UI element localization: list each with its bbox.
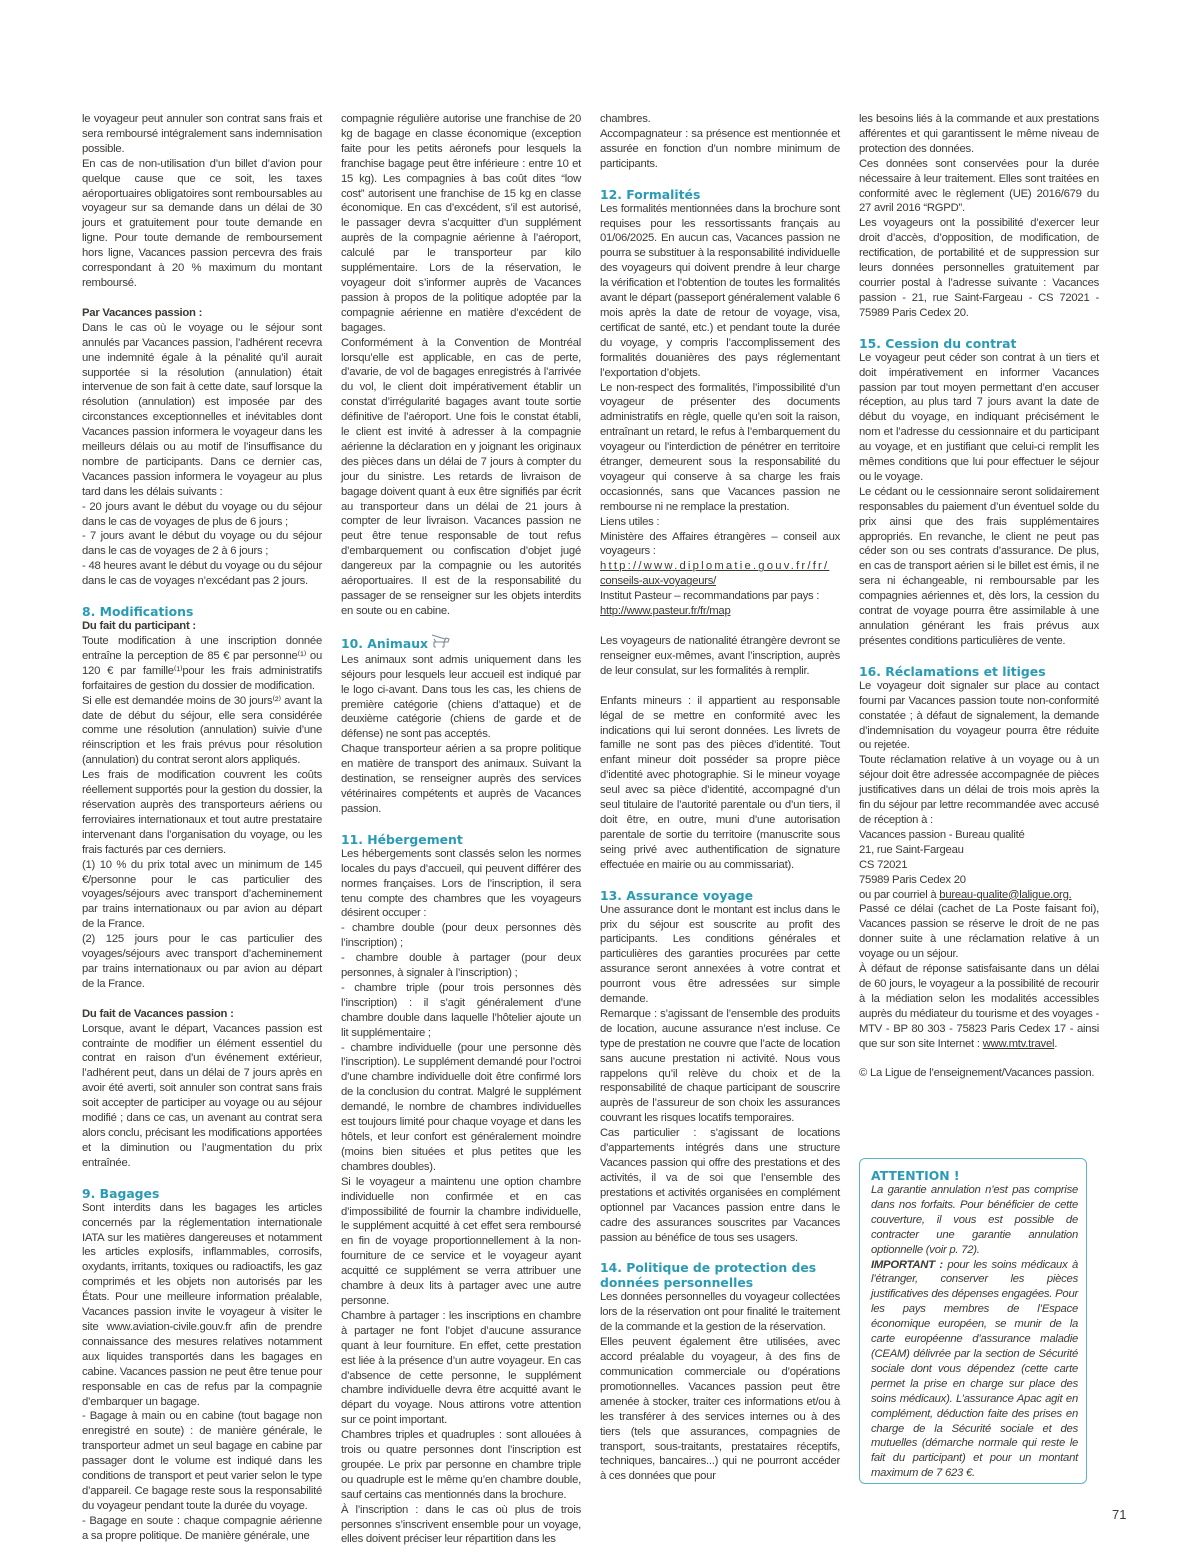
paragraph: Les données personnelles du voyageur collectées lors de la réservation ont pour finalité le traitement de la commande et la gestion de la réservation.: [600, 1291, 840, 1334]
paragraph-with-link: [859, 962, 1099, 1051]
paragraph: - 7 jours avant le début du voyage ou du séjour dans le cas de voyages de 2 à 6 jours ;: [82, 530, 322, 558]
paragraph: Une assurance dont le montant est inclus dans le prix du séjour est souscrite au profit des participants. Les conditions générales et particulières des garanties procurées par cette assurance seront annexées à votre contrat et pourront vous être adressées sur simple demande.: [600, 903, 840, 1006]
important-label: IMPORTANT :: [871, 1258, 943, 1271]
paragraph: Conformément à la Convention de Montréal lorsqu’elle est applicable, en cas de perte, d’avarie, de vol de bagages enregistrés à l’arrivée du vol, le client doit impérativement établir un constat d’irrégularité bagages avant toute sortie définitive de l’aéroport. Une fois le constat établi, le client est invité à adresser à la compagnie aérienne la déclaration en y joignant les originaux des pièces dans un délai de 7 jours à compter du jour du sinistre. Les retards de livraison de bagage doivent quant à eux être signifiés par écrit au transporteur dans un délai de 21 jours à compter de leur livraison. Vacances passion ne peut être tenue responsable de tout refus d’embarquement ou confiscation d’objet jugé dangereux par la compagnie ou les autorités aéroportuaires. Il est de la responsabilité du passager de se renseigner sur les objets interdits en soute ou en cabine.: [341, 336, 581, 617]
paragraph: - chambre double à partager (pour deux personnes, à signaler à l’inscription) ;: [341, 952, 581, 980]
paragraph: Toute modification à une inscription donnée entraîne la perception de 85 € par personne⁽¹⁾ ou 120 € par famille⁽¹⁾pour les frais administratifs forfaitaires de gestion du dossier de modification.: [82, 635, 322, 692]
paragraph: Elles peuvent également être utilisées, avec accord préalable du voyageur, à des fins de communication commerciale ou d’opérations promotionnelles. Vacances passion peut être amenée à stocker, traiter ces informations et/ou à les transférer à des services internes ou à des tiers (tels que assurances, compagnies de transport, sous-traitants, prestataires réceptifs, techniques, bancaires...) qui ne pourront accéder à ces données que pour: [600, 1336, 840, 1483]
paragraph: Le voyageur doit signaler sur place au contact fourni par Vacances passion toute non-conformité constatée ; à défaut de signalement, la demande d’indemnisation du voyageur pourra être réduite ou rejetée.: [859, 679, 1099, 752]
paragraph: - 20 jours avant le début du voyage ou du séjour dans le cas de voyages de plus de 6 jours ;: [82, 500, 322, 528]
subheading: Du fait de Vacances passion :: [82, 1007, 234, 1020]
url-link[interactable]: conseils-aux-voyageurs/: [600, 575, 717, 588]
section-heading-text: 9. Bagages: [82, 1185, 160, 1201]
spacer: [600, 619, 840, 634]
dog-icon: [431, 634, 451, 653]
paragraph: Les voyageurs ont la possibilité d’exercer leur droit d’accès, d’opposition, de modification, de rectification, de portabilité et de suppression sur leurs données personnelles gratuitement par courrier postal à l’adresse suivante : Vacances passion - 21, rue Saint-Fargeau - CS 72021 - 75989 Paris Cedex 20.: [859, 217, 1099, 319]
spacer: [82, 1171, 322, 1186]
paragraph: Les voyageurs de nationalité étrangère devront se renseigner eux-mêmes, avant l’inscription, auprès de leur consulat, sur les formalités à remplir.: [600, 635, 840, 677]
paragraph: Les animaux sont admis uniquement dans les séjours pour lesquels leur accueil est indiqué par le logo ci-avant. Dans tous les cas, les chiens de première catégorie (chiens d’attaque) et de deuxième catégorie (chiens de garde et de défense) ne sont pas acceptés.: [341, 653, 581, 741]
paragraph: compagnie régulière autorise une franchise de 20 kg de bagage en classe économique (exception faite pour les petits aéronefs pour lesquels la franchise bagage peut être inférieure : entre 10 et 15 kg). Les compagnies à bas coût dites “low cost” autorisent une franchise de 15 kg en classe économique. En cas d’excédent, s’il est autorisé, le passager devra s’acquitter d’un supplément auprès de la compagnie aérienne à l’aéroport, calculé par le transporteur par kilo supplémentaire. Lors de la réservation, le voyageur doit s’informer auprès de Vacances passion à propos de la politique adoptée par la compagnie aérienne en matière d’excédent de bagages.: [341, 113, 581, 334]
paragraph: les besoins liés à la commande et aux prestations afférentes et qui garantissent le même niveau de protection des données.: [859, 113, 1099, 155]
spacer: [859, 321, 1099, 336]
paragraph: Si elle est demandée moins de 30 jours⁽²⁾ avant la date de début du séjour, elle sera considérée comme une résolution (annulation) suivie d’une réinscription et les frais prévus pour résolution (annulation) du contrat seront alors appliqués.: [82, 694, 322, 767]
section-heading-15-cession-du-contrat: [859, 336, 1099, 351]
paragraph: - chambre triple (pour trois personnes dès l’inscription) : il s’agit généralement d’une chambre double dans laquelle l’hôtelier ajoute un lit supplémentaire ;: [341, 981, 581, 1039]
spacer: [82, 992, 322, 1007]
column-2: [341, 112, 581, 1547]
paragraph: - chambre individuelle (pour une personne dès l’inscription). Le supplément demandé pour l’octroi d’une chambre individuelle doit être confirmé lors de la conclusion du contrat. Malgré le supplément demandé, le nombre de chambres individuelles est toujours limité pour chaque voyage et dans les hôtels, et leur confort est généralement moindre (moins bien situées et plus petites que les chambres doubles).: [341, 1041, 581, 1173]
paragraph: (1) 10 % du prix total avec un minimum de 145 €/personne pour le cas particulier des voyages/séjours avec transport d’acheminement par trains internationaux ou par avion au départ de la France.: [82, 858, 322, 931]
paragraph: Le cédant ou le cessionnaire seront solidairement responsables du paiement d’un éventuel solde du prix ainsi que des frais supplémentaires appropriés. En revanche, le client ne peut pas céder son ou ses contrats d’assurance. De plus, en cas de transport aérien si le billet est émis, il ne sera ni échangeable, ni remboursable par les compagnies aériennes et, dès lors, la cession du contrat de voyage pourra être assimilable à une annulation générant les frais prévus aux présentes conditions particulières de vente.: [859, 485, 1099, 647]
spacer: [859, 1051, 1099, 1066]
column-4: [859, 112, 1099, 1081]
section-heading-text: 12. Formalités: [600, 186, 701, 202]
section-heading-16-reclamations-et-litiges: [859, 664, 1099, 679]
paragraph: Les hébergements sont classés selon les normes locales du pays d’accueil, qui peuvent différer des normes françaises. Lors de l’inscription, il sera tenu compte des chambres que les voyageurs désirent occuper :: [341, 847, 581, 920]
spacer: [859, 649, 1099, 664]
paragraph: Le voyageur peut céder son contrat à un tiers et doit impérativement en informer Vacances passion par tout moyen permettant d’en accuser réception, au plus tard 7 jours avant la date de début du voyage, en indiquant précisément le nom et l’adresse du cessionnaire et du participant au voyage, et en justifiant que celui-ci remplit les mêmes conditions que lui pour effectuer le séjour ou le voyage.: [859, 351, 1099, 483]
spacer: [600, 873, 840, 888]
paragraph: 75989 Paris Cedex 20: [859, 873, 966, 886]
section-heading-text: 15. Cession du contrat: [859, 335, 1017, 351]
section-heading-8-modifications: [82, 604, 322, 619]
paragraph: Le non-respect des formalités, l’impossibilité d’un voyageur de présenter des documents administratifs en règle, quelle qu’en soit la raison, entraînant un retard, le refus à l’embarquement du voyageur ou l’interdiction de pénétrer en territoire étranger, demeurent sous la responsabilité du voyageur qui conserve à sa charge les frais occasionnés, sans que Vacances passion ne rembourse ni ne remplace la prestation.: [600, 381, 840, 513]
link-line: [600, 604, 840, 619]
paragraph: - Bagage à main ou en cabine (tout bagage non enregistré en soute) : de manière générale, le transporteur admet un seul bagage en cabine par passager dont le volume est indiqué dans les conditions de transport et peut varier selon le type d’appareil. Ce bagage reste sous la responsabilité du voyageur pendant toute la durée du voyage.: [82, 1410, 322, 1512]
attention-title: ATTENTION !: [871, 1168, 960, 1183]
subheading: Du fait du participant :: [82, 620, 196, 633]
spacer: [82, 589, 322, 604]
text: ou par courriel à: [859, 888, 940, 901]
link-line: [600, 574, 840, 589]
attention-paragraph: La garantie annulation n’est pas comprise dans nos forfaits. Pour bénéficier de cette couverture, il vous est possible de contracter une garantie annulation optionnelle (voir p. 72).: [871, 1184, 1078, 1256]
section-heading-text: 10. Animaux: [341, 635, 429, 651]
paragraph: Les frais de modification couvrent les coûts réellement supportés pour la gestion du dossier, la réservation auprès des transporteurs aériens ou ferroviaires internationaux et tout autre prestataire intervenant dans l’organisation du voyage, ou les frais facturés par ces derniers.: [82, 769, 322, 856]
paragraph: Vacances passion - Bureau qualité: [859, 828, 1025, 841]
section-heading-text: 16. Réclamations et litiges: [859, 663, 1046, 679]
attention-box: [859, 1158, 1087, 1484]
paragraph: Cas particulier : s’agissant de locations d’appartements intégrés dans une structure Vacances passion qui offre des prestations et des activités, il va de soi que l’ensemble des prestations et activités organisées en complément optionnel par Vacances passion entre dans le cadre des assurances souscrites par Vacances passion au bénéfice de tous ses usagers.: [600, 1127, 840, 1244]
paragraph: Chambres triples et quadruples : sont allouées à trois ou quatre personnes dont l’inscription est groupée. Le prix par personne en chambre triple ou quadruple est le même qu’en chambre double, sauf certains cas mentionnés dans la brochure.: [341, 1429, 581, 1501]
paragraph: Chambre à partager : les inscriptions en chambre à partager ne font l’objet d’aucune assurance quant à leur fourniture. En effet, cette prestation est liée à la présence d’un autre voyageur. En cas d’absence de cette personne, le supplément chambre individuelle devra être acquitté avant le départ du voyage. Nous attirons votre attention sur ce point important.: [341, 1309, 581, 1427]
column-1: [82, 112, 322, 1544]
section-heading-text: 11. Hébergement: [341, 831, 463, 847]
column-3: [600, 112, 840, 1484]
paragraph: (2) 125 jours pour le cas particulier des voyages/séjours avec transport d’acheminement par trains internationaux ou par avion au départ de la France.: [82, 933, 322, 990]
spacer: [600, 1245, 840, 1260]
section-heading-10-animaux: [341, 634, 581, 653]
paragraph: - 48 heures avant le début du voyage ou du séjour dans le cas de voyages n’excédant pas 2 jours.: [82, 560, 322, 588]
paragraph: Remarque : s’agissant de l’ensemble des produits de location, aucune assurance n’est incluse. Ce type de prestation ne couvre que l’acte de location sans aucune prestation ni activité. Nous vous rappelons qu’il relève du choix et de la responsabilité de chaque participant de souscrire auprès de l’assureur de son choix les assurances couvrant les risques locatifs temporaires.: [600, 1007, 840, 1125]
paragraph: À l’inscription : dans le cas où plus de trois personnes s’inscrivent ensemble pour un voyage, elles doivent préciser leur répartition dans les: [341, 1503, 581, 1546]
page-number: 71: [1112, 1507, 1127, 1522]
paragraph: Ministère des Affaires étrangères – conseil aux voyageurs :: [600, 530, 840, 558]
text: .: [1054, 1037, 1058, 1050]
paragraph: Ces données sont conservées pour la durée nécessaire à leur traitement. Elles sont traitées en conformité avec le règlement (UE) 2016/679 du 27 avril 2016 “RGPD”.: [859, 157, 1099, 215]
inline-link[interactable]: www.mtv.travel: [982, 1037, 1055, 1050]
inline-link[interactable]: bureau-qualite@laligue.org.: [939, 888, 1072, 901]
paragraph: Passé ce délai (cachet de La Poste faisant foi), Vacances passion se réserve le droit de ne pas donner suite à une réclamation relative à un voyage ou un séjour.: [859, 903, 1099, 961]
paragraph: En cas de non-utilisation d’un billet d’avion pour quelque cause que ce soit, les taxes aéroportuaires obligatoires sont remboursables au voyageur sur sa demande dans un délai de 30 jours et gratuitement pour toute demande en ligne. Pour toute demande de remboursement hors ligne, Vacances passion percevra des frais correspondant à 20 % maximum du montant remboursé.: [82, 157, 322, 289]
section-heading-11-hebergement: [341, 832, 581, 847]
section-heading-text: 14. Politique de protection des données personnelles: [600, 1260, 817, 1291]
paragraph: Lorsque, avant le départ, Vacances passion est contrainte de modifier un élément essentiel du contrat en raison d’un événement extérieur, l’adhérent peut, dans un délai de 7 jours après en avoir été averti, soit annuler son contrat sans frais soit accepter de participer au voyage ou au séjour modifié ; dans ce cas, un avenant au contrat sera alors conclu, précisant les modifications apportées et la diminution ou l’augmentation du prix entraînée.: [82, 1022, 322, 1169]
paragraph: Sont interdits dans les bagages les articles concernés par la réglementation internationale IATA sur les matières dangereuses et notamment les articles explosifs, inflammables, corrosifs, oxydants, irritants, toxiques ou radioactifs, les gaz comprimés et les objets non autorisés par les États. Pour une meilleure information préalable, Vacances passion invite le voyageur à visiter le site www.aviation-civile.gouv.fr afin de prendre connaissance des mesures relatives notamment aux liquides transportés dans les bagages en cabine. Vacances passion ne peut être tenue pour responsable en cas de refus par la compagnie d’embarquer un bagage.: [82, 1201, 322, 1408]
section-heading-12-formalites: [600, 187, 840, 202]
text: À défaut de réponse satisfaisante dans un délai de 60 jours, le voyageur a la possibilité de recourir à la médiation selon les modalités accessibles auprès du médiateur du tourisme et des voyages - MTV - BP 80 303 - 75823 Paris Cedex 17 - ainsi que sur son site Internet :: [859, 963, 1099, 1050]
subheading: Par Vacances passion :: [82, 306, 203, 319]
paragraph: Accompagnateur : sa présence est mentionnée et assurée en fonction d’un nombre minimum de participants.: [600, 127, 840, 170]
spacer: [82, 291, 322, 306]
paragraph: Si le voyageur a maintenu une option chambre individuelle non confirmée et en cas d’impossibilité de fournir la chambre individuelle, le supplément acquitté à cet effet sera remboursé en fin de voyage proportionnellement à la non-fourniture de ce service et le voyageur ayant acquitté ce supplément se verra attribuer une chambre à deux lits à partager avec une autre personne.: [341, 1175, 581, 1307]
section-heading-13-assurance-voyage: [600, 888, 840, 903]
paragraph: Institut Pasteur – recommandations par pays :: [600, 590, 820, 603]
paragraph: Chaque transporteur aérien a sa propre politique en matière de transport des animaux. Suivant la destination, se renseigner auprès des services vétérinaires compétents et auprès de Vacances passion.: [341, 743, 581, 815]
paragraph: Toute réclamation relative à un voyage ou à un séjour doit être adressée accompagnée de pièces justificatives dans un délai de trois mois après la fin du séjour par lettre recommandée avec accusé de réception à :: [859, 754, 1099, 826]
link-line: [600, 559, 840, 574]
paragraph: le voyageur peut annuler son contrat sans frais et sera remboursé intégralement sans indemnisation possible.: [82, 113, 322, 155]
paragraph: - Bagage en soute : chaque compagnie aérienne a sa propre politique. De manière générale, une: [82, 1514, 322, 1542]
spacer: [600, 679, 840, 694]
important-text: pour les soins médicaux à l’étranger, conserver les pièces justificatives des dépenses engagées. Pour les pays membres de l’Espace économique européen, se munir de la carte européenne d’assurance maladie (CEAM) délivrée par la section de Sécurité sociale dont vous dépendez (cette carte permet la prise en charge sur place des soins médicaux). L’assurance Apac agit en complément, déduction faite des prises en charge de la Sécurité sociale et des mutuelles (démarche normale qui reste le fait du participant) et pour un montant maximum de 7 623 €.: [871, 1258, 1078, 1480]
spacer: [341, 619, 581, 634]
paragraph: Dans le cas où le voyage ou le séjour sont annulés par Vacances passion, l’adhérent recevra une indemnité égale à la pénalité qu’il aurait supportée si la résolution (annulation) était intervenue de son fait à cette date, sauf lorsque la résolution (annulation) est imposée par des circonstances exceptionnelles et inévitables dont Vacances passion informera le voyageur dans les meilleurs délais ou au motif de l’insuffisance du nombre de participants. Dans ce dernier cas, Vacances passion informera le voyageur au plus tard dans les délais suivants :: [82, 321, 322, 498]
paragraph: Les formalités mentionnées dans la brochure sont requises pour les ressortissants français au 01/06/2025. En aucun cas, Vacances passion ne pourra se substituer à la responsabilité individuelle des voyageurs qui doivent prendre à leur charge la vérification et l’obtention de toutes les formalités avant le départ (passeport généralement valable 6 mois après la date de retour de voyage, visa, certificat de santé, etc.) et pendant toute la durée du voyage, y compris l’accomplissement des formalités douanières des pays réglementant l’exportation d’objets.: [600, 202, 840, 379]
paragraph: 21, rue Saint-Fargeau: [859, 843, 964, 856]
section-heading-9-bagages: [82, 1186, 322, 1201]
paragraph: © La Ligue de l’enseignement/Vacances passion.: [859, 1067, 1095, 1080]
paragraph: - chambre double (pour deux personnes dès l’inscription) ;: [341, 922, 581, 950]
paragraph: chambres.: [600, 113, 651, 125]
paragraph-with-link: [859, 888, 1099, 903]
url-link[interactable]: http://www.diplomatie.gouv.fr/fr/: [600, 560, 830, 573]
paragraph: Liens utiles :: [600, 515, 660, 528]
paragraph: Enfants mineurs : il appartient au responsable légal de se mettre en conformité avec les indications qui lui seront données. Les livrets de famille ne sont pas des pièces d’identité. Tout enfant mineur doit posséder sa propre pièce d’identité avec photographie. Si le mineur voyage seul avec sa pièce d’identité, accompagné d’un seul titulaire de l’autorité parentale ou d’un tiers, il doit être, en outre, muni d’une autorisation parentale de sortie du territoire (manuscrite sous seing privé avec authentification de signature effectuée en mairie ou au commissariat).: [600, 694, 840, 871]
url-link[interactable]: http://www.pasteur.fr/fr/map: [600, 605, 731, 618]
section-heading-text: 13. Assurance voyage: [600, 887, 754, 903]
section-heading-14-politique-de-protection-des: [600, 1260, 840, 1290]
spacer: [600, 172, 840, 187]
important-paragraph: [871, 1258, 1078, 1482]
paragraph: CS 72021: [859, 858, 908, 871]
spacer: [341, 817, 581, 832]
section-heading-text: 8. Modifications: [82, 604, 194, 620]
